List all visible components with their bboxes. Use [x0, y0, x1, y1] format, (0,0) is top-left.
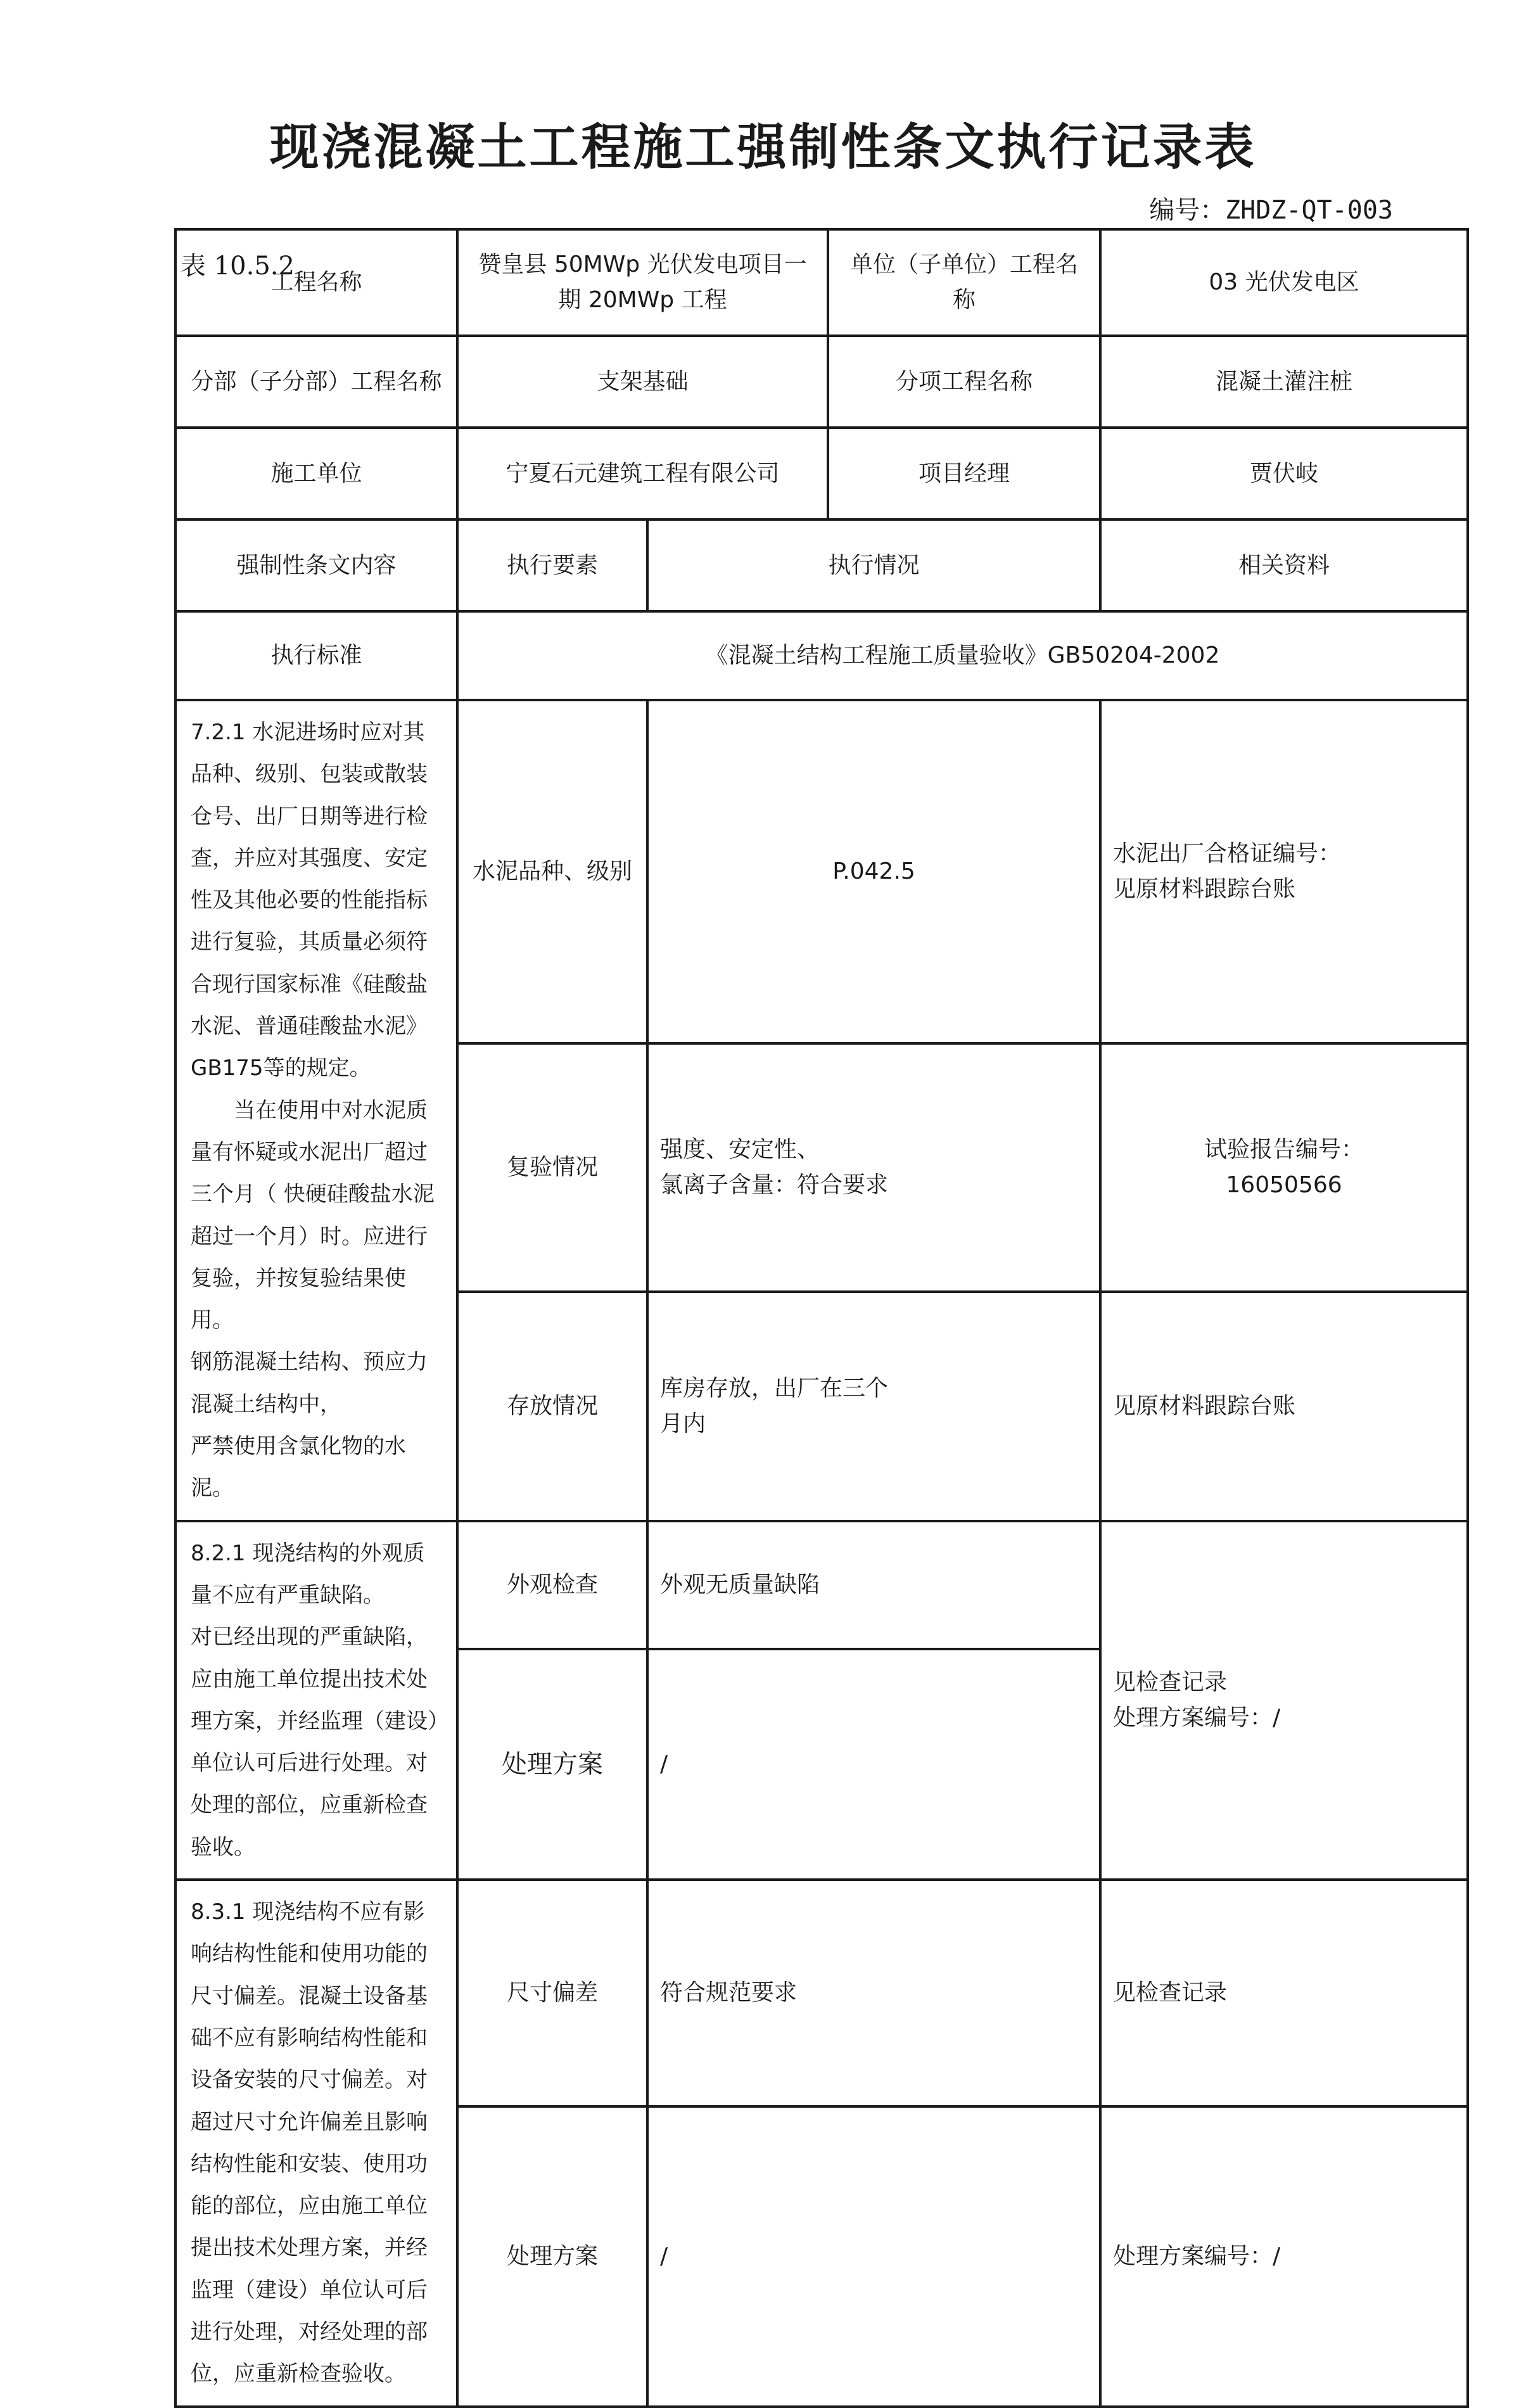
clause-821-p1: 8.2.1 现浇结构的外观质量不应有严重缺陷。	[191, 1540, 425, 1608]
status-storage-line1: 库房存放，出厂在三个	[660, 1375, 889, 1402]
unit-name-value: 03 光伏发电区	[1100, 229, 1468, 336]
element-cement-type: 水泥品种、级别	[457, 700, 647, 1043]
division-label: 分部（子分部）工程名称	[175, 336, 457, 428]
document-code: 编号：ZHDZ-QT-003	[1149, 196, 1393, 225]
doc-retest-line1: 试验报告编号：	[1204, 1137, 1364, 1163]
element-appearance: 外观检查	[457, 1521, 647, 1650]
project-name-label: 工程名称	[175, 229, 457, 336]
record-table	[174, 228, 1469, 2408]
status-appearance: 外观无质量缺陷	[647, 1521, 1100, 1650]
division-value: 支架基础	[457, 336, 828, 428]
element-dimension: 尺寸偏差	[457, 1880, 647, 2106]
status-dimension: 符合规范要求	[647, 1880, 1100, 2106]
clause-831-row-1	[175, 1880, 1468, 2106]
col-docs-header: 相关资料	[1100, 519, 1468, 611]
contractor-label: 施工单位	[175, 428, 457, 519]
doc-appearance-line1: 见检查记录	[1113, 1669, 1228, 1696]
doc-appearance-line2: 处理方案编号：/	[1113, 1704, 1281, 1731]
doc-appearance	[1100, 1521, 1468, 1880]
clause-821-row-1	[175, 1521, 1468, 1650]
header-row-division	[175, 336, 1468, 428]
subitem-label: 分项工程名称	[828, 336, 1100, 428]
clause-821-p2: 对已经出现的严重缺陷，应由施工单位提出技术处理方案，并经监理（建设）单位认可后进行处理。对处理的部位，应重新检查验收。	[191, 1624, 438, 1860]
doc-treatment-2: 处理方案编号：/	[1100, 2106, 1468, 2406]
column-header-row	[175, 519, 1468, 611]
doc-retest	[1100, 1043, 1468, 1292]
status-retest-line1: 强度、安定性、	[660, 1137, 820, 1163]
header-row-project	[175, 229, 1468, 336]
status-retest-line2: 氯离子含量：符合要求	[660, 1172, 889, 1199]
status-treatment-2: /	[647, 2106, 1100, 2406]
col-element-header: 执行要素	[457, 519, 647, 611]
clause-721-p4: 严禁使用含氯化物的水泥。	[191, 1434, 406, 1501]
status-storage	[647, 1292, 1100, 1520]
doc-storage: 见原材料跟踪台账	[1100, 1292, 1468, 1520]
element-storage: 存放情况	[457, 1292, 647, 1520]
contractor-value: 宁夏石元建筑工程有限公司	[457, 428, 828, 519]
project-name-value: 赞皇县 50MWp 光伏发电项目一期 20MWp 工程	[457, 229, 828, 336]
clause-721-row-1	[175, 700, 1468, 1043]
doc-retest-line2: 16050566	[1226, 1172, 1342, 1199]
doc-cement-type-line2: 见原材料跟踪台账	[1113, 876, 1296, 902]
status-cement-type: P.042.5	[647, 700, 1100, 1043]
header-row-contractor	[175, 428, 1468, 519]
clause-721-p3: 钢筋混凝土结构、预应力混凝土结构中，	[191, 1349, 428, 1417]
clause-721-p2: 当在使用中对水泥质量有怀疑或水泥出厂超过三个月（ 快硬硅酸盐水泥超过一个月）时。应进行复验，并按复验结果使用。	[191, 1097, 435, 1334]
col-status-header: 执行情况	[647, 519, 1100, 611]
manager-label: 项目经理	[828, 428, 1100, 519]
standard-value: 《混凝土结构工程施工质量验收》GB50204-2002	[457, 611, 1468, 700]
col-content-header: 强制性条文内容	[175, 519, 457, 611]
element-treatment-1: 处理方案	[457, 1649, 647, 1880]
standard-row	[175, 611, 1468, 700]
doc-cement-type-line1: 水泥出厂合格证编号：	[1113, 841, 1342, 867]
manager-value: 贾伏岐	[1100, 428, 1468, 519]
doc-cement-type	[1100, 700, 1468, 1043]
unit-name-label: 单位（子单位）工程名称	[828, 229, 1100, 336]
status-storage-line2: 月内	[660, 1411, 706, 1437]
subitem-value: 混凝土灌注桩	[1100, 336, 1468, 428]
status-retest	[647, 1043, 1100, 1292]
clause-831-text: 8.3.1 现浇结构不应有影响结构性能和使用功能的尺寸偏差。混凝土设备基础不应有影响结构性能和设备安装的尺寸偏差。对超过尺寸允许偏差且影响结构性能和安装、使用功能的部位，应由施工单位提出技术处理方案，并经监理（建设）单位认可后进行处理，对经处理的部位，应重新检查验收。	[175, 1880, 457, 2407]
element-treatment-2: 处理方案	[457, 2106, 647, 2406]
clause-721-text	[175, 700, 457, 1521]
doc-dimension: 见检查记录	[1100, 1880, 1468, 2106]
element-retest: 复验情况	[457, 1043, 647, 1292]
standard-label: 执行标准	[175, 611, 457, 700]
clause-821-text	[175, 1521, 457, 1880]
table-number: 表 10.5.2	[181, 252, 295, 281]
clause-721-p1: 7.2.1 水泥进场时应对其品种、级别、包装或散装仓号、出厂日期等进行检查，并应对其强度、安定性及其他必要的性能指标进行复验，其质量必须符合现行国家标准《硅酸盐水泥、普通硅酸盐水泥》GB175等的规定。	[191, 720, 428, 1081]
status-treatment-1: /	[647, 1649, 1100, 1880]
document-title: 现浇混凝土工程施工强制性条文执行记录表	[269, 118, 1257, 176]
